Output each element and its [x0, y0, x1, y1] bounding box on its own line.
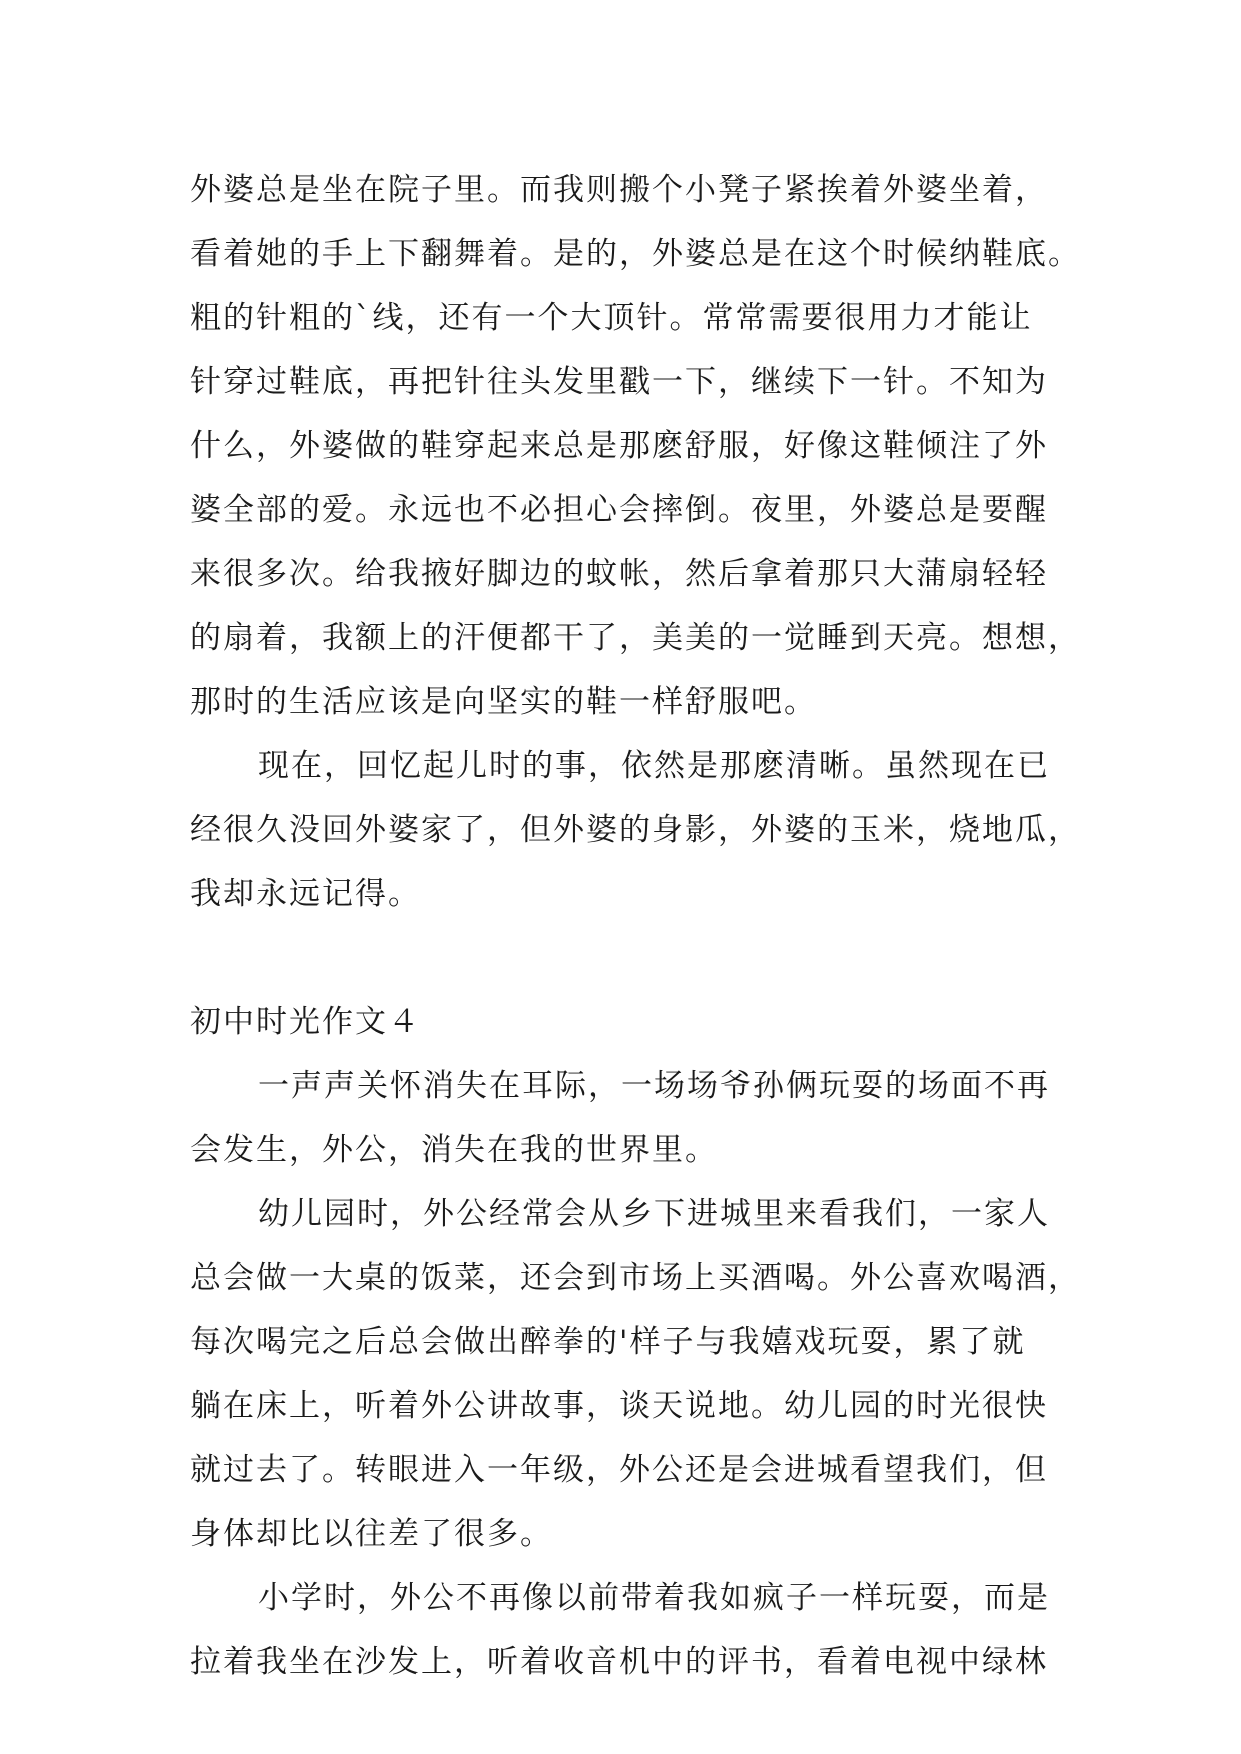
section-heading: 初中时光作文４	[190, 1004, 421, 1040]
paragraph-line: 每次喝完之后总会做出醉拳的'样子与我嬉戏玩耍，累了就	[190, 1324, 1026, 1360]
paragraph-line: 来很多次。给我掖好脚边的蚊帐，然后拿着那只大蒲扇轻轻	[190, 556, 1048, 592]
paragraph-line: 拉着我坐在沙发上，听着收音机中的评书，看着电视中绿林	[190, 1644, 1048, 1680]
section-spacer	[190, 926, 1050, 990]
paragraph-line: 经很久没回外婆家了，但外婆的身影，外婆的玉米，烧地瓜，	[190, 812, 1081, 848]
paragraph-line: 会发生，外公，消失在我的世界里。	[190, 1132, 718, 1168]
paragraph-line: 就过去了。转眼进入一年级，外公还是会进城看望我们，但	[190, 1452, 1048, 1488]
paragraph-line: 幼儿园时，外公经常会从乡下进城里来看我们，一家人	[258, 1196, 1050, 1232]
paragraph-line: 现在，回忆起儿时的事，依然是那麽清晰。虽然现在已	[258, 748, 1050, 784]
document-body	[190, 158, 1081, 1694]
paragraph-line: 总会做一大桌的饭菜，还会到市场上买酒喝。外公喜欢喝酒，	[190, 1260, 1081, 1296]
paragraph-line: 看着她的手上下翻舞着。是的，外婆总是在这个时候纳鞋底。	[190, 236, 1081, 272]
paragraph-line: 什么，外婆做的鞋穿起来总是那麽舒服，好像这鞋倾注了外	[190, 428, 1048, 464]
paragraph-line: 粗的针粗的`线，还有一个大顶针。常常需要很用力才能让	[190, 300, 1033, 336]
paragraph-line: 的扇着，我额上的汗便都干了，美美的一觉睡到天亮。想想，	[190, 620, 1081, 656]
paragraph-line: 外婆总是坐在院子里。而我则搬个小凳子紧挨着外婆坐着，	[190, 172, 1048, 208]
paragraph-line: 针穿过鞋底，再把针往头发里戳一下，继续下一针。不知为	[190, 364, 1048, 400]
paragraph-line: 身体却比以往差了很多。	[190, 1516, 553, 1552]
paragraph-line: 一声声关怀消失在耳际，一场场爷孙俩玩耍的场面不再	[258, 1068, 1050, 1104]
paragraph-line: 小学时，外公不再像以前带着我如疯子一样玩耍，而是	[258, 1580, 1050, 1616]
paragraph-line: 那时的生活应该是向坚实的鞋一样舒服吧。	[190, 684, 817, 720]
paragraph-line: 婆全部的爱。永远也不必担心会摔倒。夜里，外婆总是要醒	[190, 492, 1048, 528]
paragraph-line: 我却永远记得。	[190, 876, 421, 912]
paragraph-line: 躺在床上，听着外公讲故事，谈天说地。幼儿园的时光很快	[190, 1388, 1048, 1424]
